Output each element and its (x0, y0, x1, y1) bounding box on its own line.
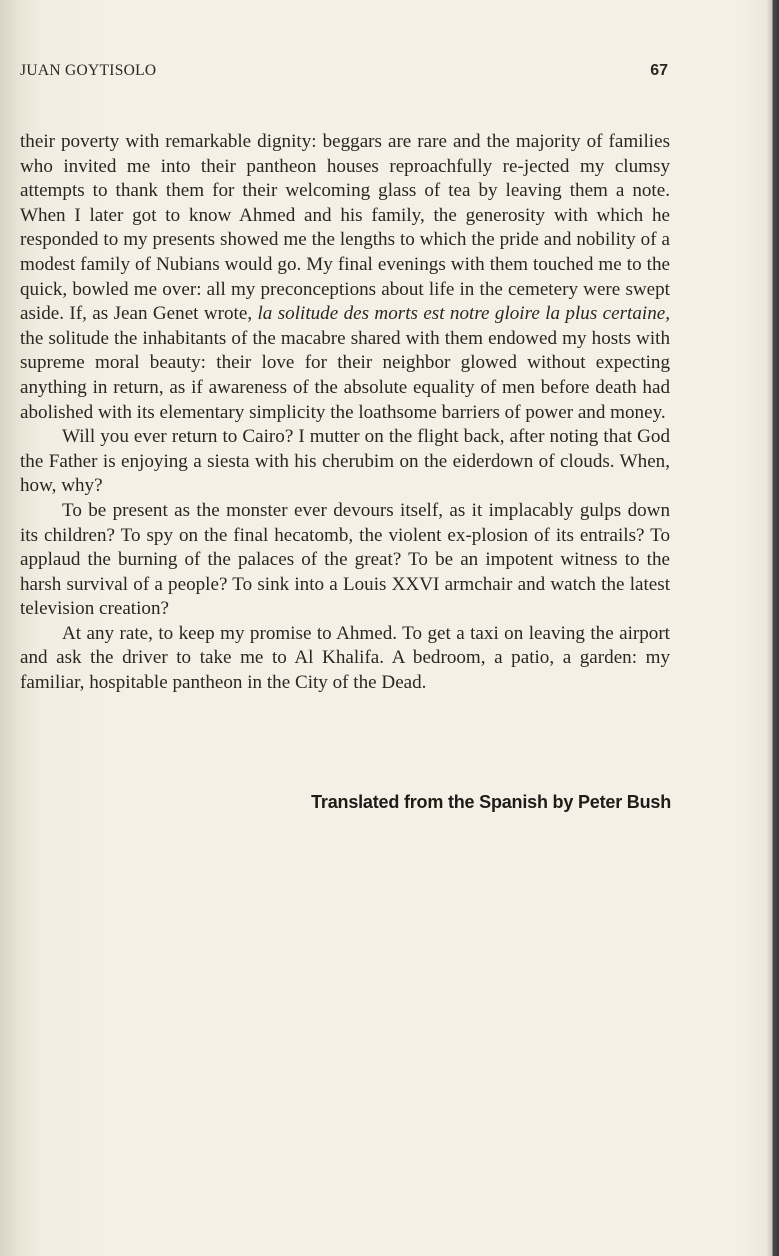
translator-credit: Translated from the Spanish by Peter Bush (311, 792, 671, 812)
paragraph-4: At any rate, to keep my promise to Ahmed. To get a taxi on leaving the airport and ask the driver to take me to Al Khalifa. A bedroom, a patio, a garden: my familiar, hospitable pantheon in the City of the Dead. (20, 622, 670, 694)
body-text (20, 130, 670, 696)
paragraph-1 (20, 130, 670, 425)
paragraph-1-french-quote: la solitude des morts est notre gloire la plus certaine, (257, 303, 670, 325)
page-header (20, 62, 668, 84)
paragraph-2: Will you ever return to Cairo? I mutter on the flight back, after noting that God the Father is enjoying a siesta with his cherubim on the eiderdown of clouds. When, how, why? (20, 426, 670, 497)
paragraph-3: To be present as the monster ever devours itself, as it implacably gulps down its children? To spy on the final hecatomb, the violent ex-plosion of its entrails? To applaud the burning of the palaces of the great? To be an impotent witness to the harsh survival of a people? To sink into a Louis XXVI armchair and watch the latest television creation? (20, 499, 670, 620)
paragraph-1-text-after: the solitude the inhabitants of the macabre shared with them endowed my hosts with supreme moral beauty: their love for their neighbor glowed without expecting anything in return, as if awareness of the absolute equality of men before death had abolished with its elementary simplicity the loathsome barriers of power and money. (20, 327, 670, 423)
page-number: 67 (650, 62, 668, 79)
running-head: JUAN GOYTISOLO (20, 62, 157, 79)
paragraph-1-text-before: their poverty with remarkable dignity: beggars are rare and the majority of families who invited me into their pantheon houses reproachfully re-jected my clumsy attempts to thank them for their welcoming glass of tea by leaving them a note. When I later got to know Ahmed and his family, the generosity with which he responded to my presents showed me the lengths to which the pride and nobility of a modest family of Nubians would go. My final evenings with them touched me to the quick, bowled me over: all my preconceptions about life in the cemetery were swept aside. If, as Jean Genet wrote, (20, 131, 670, 325)
